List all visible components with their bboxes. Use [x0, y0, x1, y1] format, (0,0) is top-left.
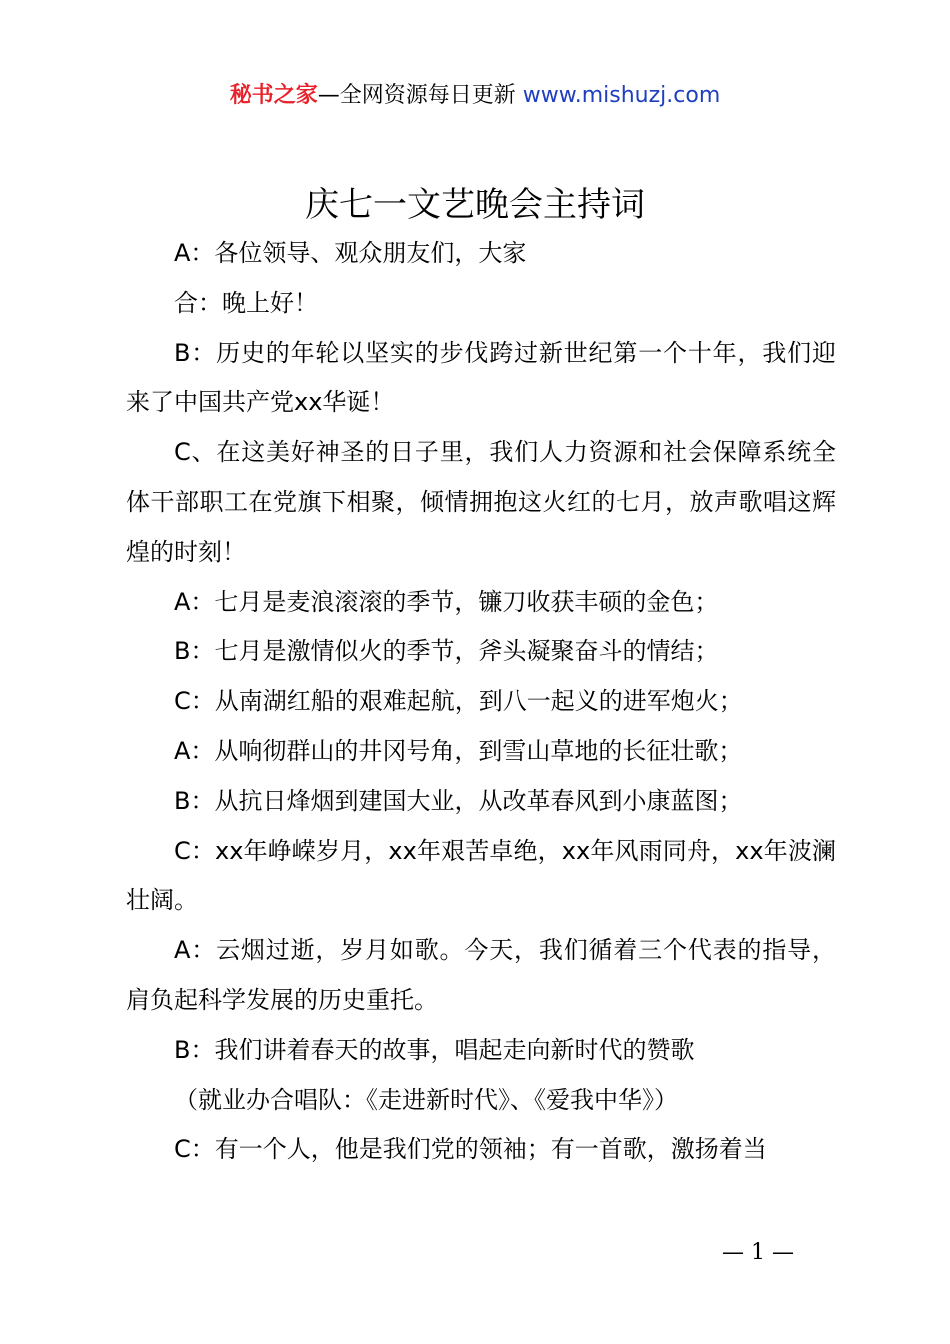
document-title: 庆七一文艺晚会主持词: [305, 185, 645, 225]
paragraph: B：七月是激情似火的季节，斧头凝聚奋斗的情结；: [174, 637, 719, 666]
paragraph: B：历史的年轮以坚实的步伐跨过新世纪第一个十年，我们迎来了中国共产党xx华诞！: [126, 338, 836, 417]
paragraph: （就业办合唱队：《走进新时代》、《爱我中华》）: [174, 1085, 678, 1114]
paragraph: A：七月是麦浪滚滚的季节，镰刀收获丰硕的金色；: [174, 587, 719, 616]
paragraph: A：从响彻群山的井冈号角，到雪山草地的长征壮歌；: [174, 736, 743, 765]
document-body: [126, 229, 836, 1175]
site-tagline: —全网资源每日更新: [317, 83, 523, 108]
paragraph: C：从南湖红船的艰难起航，到八一起义的进军炮火；: [174, 687, 743, 716]
paragraph: 合：晚上好！: [174, 288, 318, 317]
paragraph: B：从抗日烽烟到建国大业，从改革春风到小康蓝图；: [174, 786, 743, 815]
paragraph: A：各位领导、观众朋友们，大家: [174, 239, 527, 267]
page-number: — 1 —: [722, 1240, 794, 1265]
site-url: www.mishuzj.com: [522, 83, 721, 108]
paragraph: C：有一个人，他是我们党的领袖；有一首歌，激扬着当: [174, 1135, 767, 1164]
paragraph: C：xx年峥嵘岁月，xx年艰苦卓绝，xx年风雨同舟，xx年波澜壮阔。: [126, 836, 836, 915]
paragraph: A：云烟过逝，岁月如歌。今天，我们循着三个代表的指导，肩负起科学发展的历史重托。: [126, 936, 836, 1014]
paragraph: B：我们讲着春天的故事，唱起走向新时代的赞歌: [174, 1035, 695, 1064]
site-header: [0, 78, 950, 114]
paragraph: C、在这美好神圣的日子里，我们人力资源和社会保障系统全体干部职工在党旗下相聚，倾情拥抱这火红的七月，放声歌唱这辉煌的时刻！: [126, 438, 836, 566]
site-brand: 秘书之家: [229, 83, 318, 108]
